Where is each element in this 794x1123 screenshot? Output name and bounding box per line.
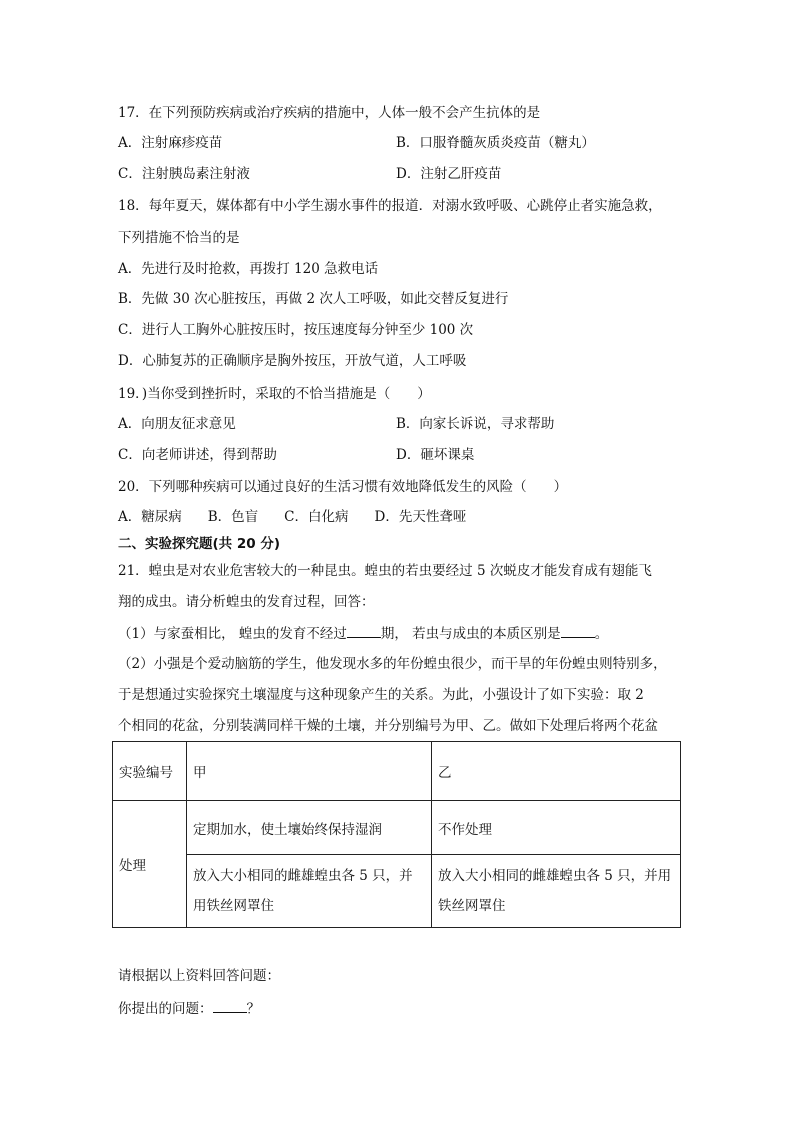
q21-intro-line2: 翔的成虫。请分析蝗虫的发育过程，回答： <box>118 594 375 610</box>
q19-option-d: D．砸坏课桌 <box>396 447 475 463</box>
q21-question-mark: ？ <box>246 1001 260 1017</box>
experiment-table <box>112 741 681 928</box>
q21-part2-line2: 于是想通过实验探究土壤湿度与这种现象产生的关系。为此，小强设计了如下实验：取 2 <box>118 687 644 703</box>
q17-option-d: D．注射乙肝疫苗 <box>396 166 502 182</box>
q18-stem-line2: 下列措施不恰当的是 <box>118 230 240 246</box>
table-row <box>113 801 681 855</box>
cell-line: 放入大小相同的雌雄蝗虫各 5 只，并用 <box>438 868 672 884</box>
section-title: 二、实验探究题(共 20 分) <box>118 536 281 552</box>
answer-blank[interactable] <box>213 998 247 1013</box>
q20-options <box>118 507 492 527</box>
cell-yi-none: 不作处理 <box>432 801 681 855</box>
q21-part1-text-b: 期， 若虫与成虫的本质区别是 <box>380 626 561 642</box>
q18-option-c: C．进行人工胸外心脏按压时，按压速度每分钟至少 100 次 <box>118 322 474 338</box>
cell-yi-locusts <box>432 855 681 928</box>
q19-option-c: C．向老师讲述，得到帮助 <box>118 447 277 463</box>
cell-jia-water: 定期加水，使土壤始终保持湿润 <box>187 801 432 855</box>
q18-option-d: D．心肺复苏的正确顺序是胸外按压，开放气道，人工呼吸 <box>118 353 467 369</box>
q17-option-a: A．注射麻疹疫苗 <box>118 135 223 151</box>
q21-intro-line1: 21．蝗虫是对农业危害较大的一种昆虫。蝗虫的若虫要经过 5 次蜕皮才能发育成有翅能飞 <box>118 563 652 579</box>
header-jia: 甲 <box>187 742 432 801</box>
header-yi: 乙 <box>432 742 681 801</box>
q19-option-b: B．向家长诉说，寻求帮助 <box>396 416 555 432</box>
q19-option-a: A．向朋友征求意见 <box>118 416 236 432</box>
q21-part2-line3: 个相同的花盆，分别装满同样干燥的土壤，并分别编号为甲、乙。做如下处理后将两个花盆 <box>118 718 658 734</box>
q20-option-b: B．色盲 <box>207 509 259 525</box>
q21-question-label: 你提出的问题： <box>118 1001 213 1017</box>
q20-stem: 20．下列哪种疾病可以通过良好的生活习惯有效地降低发生的风险（ ） <box>118 479 568 495</box>
q21-part1 <box>118 623 608 644</box>
row-label-treatment: 处理 <box>113 801 187 928</box>
q21-after-instruction: 请根据以上资料回答问题： <box>118 968 280 984</box>
cell-line: 铁丝网罩住 <box>438 898 506 914</box>
q21-part1-text-c: 。 <box>594 626 609 642</box>
answer-blank[interactable] <box>347 623 381 638</box>
q18-stem-line1: 18．每年夏天，媒体都有中小学生溺水事件的报道．对溺水致呼吸、心跳停止者实施急救， <box>118 198 662 214</box>
q18-option-b: B．先做 30 次心脏按压，再做 2 次人工呼吸，如此交替反复进行 <box>118 291 509 307</box>
q21-part2-line1: （2）小强是个爱动脑筋的学生，他发现水多的年份蝗虫很少，而干旱的年份蝗虫则特别多， <box>118 656 667 672</box>
table-header-row <box>113 742 681 801</box>
q17-stem: 17．在下列预防疾病或治疗疾病的措施中，人体一般不会产生抗体的是 <box>118 105 541 121</box>
q18-option-a: A．先进行及时抢救，再拨打 120 急救电话 <box>118 261 379 277</box>
q21-question-prompt <box>118 998 260 1019</box>
answer-blank[interactable] <box>561 623 595 638</box>
cell-line: 放入大小相同的雌雄蝗虫各 5 只，并 <box>193 868 413 884</box>
header-label: 实验编号 <box>113 742 187 801</box>
cell-jia-locusts <box>187 855 432 928</box>
q20-option-d: D．先天性聋哑 <box>374 509 467 525</box>
q17-option-c: C．注射胰岛素注射液 <box>118 166 250 182</box>
q17-option-b: B．口服脊髓灰质炎疫苗（糖丸） <box>396 135 595 151</box>
q20-option-c: C．白化病 <box>284 509 349 525</box>
q20-option-a: A．糖尿病 <box>118 509 182 525</box>
q19-stem: 19．)当你受到挫折时，采取的不恰当措施是（ ） <box>118 386 431 402</box>
table-row <box>113 855 681 928</box>
cell-line: 用铁丝网罩住 <box>193 898 274 914</box>
q21-part1-text-a: （1）与家蚕相比， 蝗虫的发育不经过 <box>118 626 347 642</box>
